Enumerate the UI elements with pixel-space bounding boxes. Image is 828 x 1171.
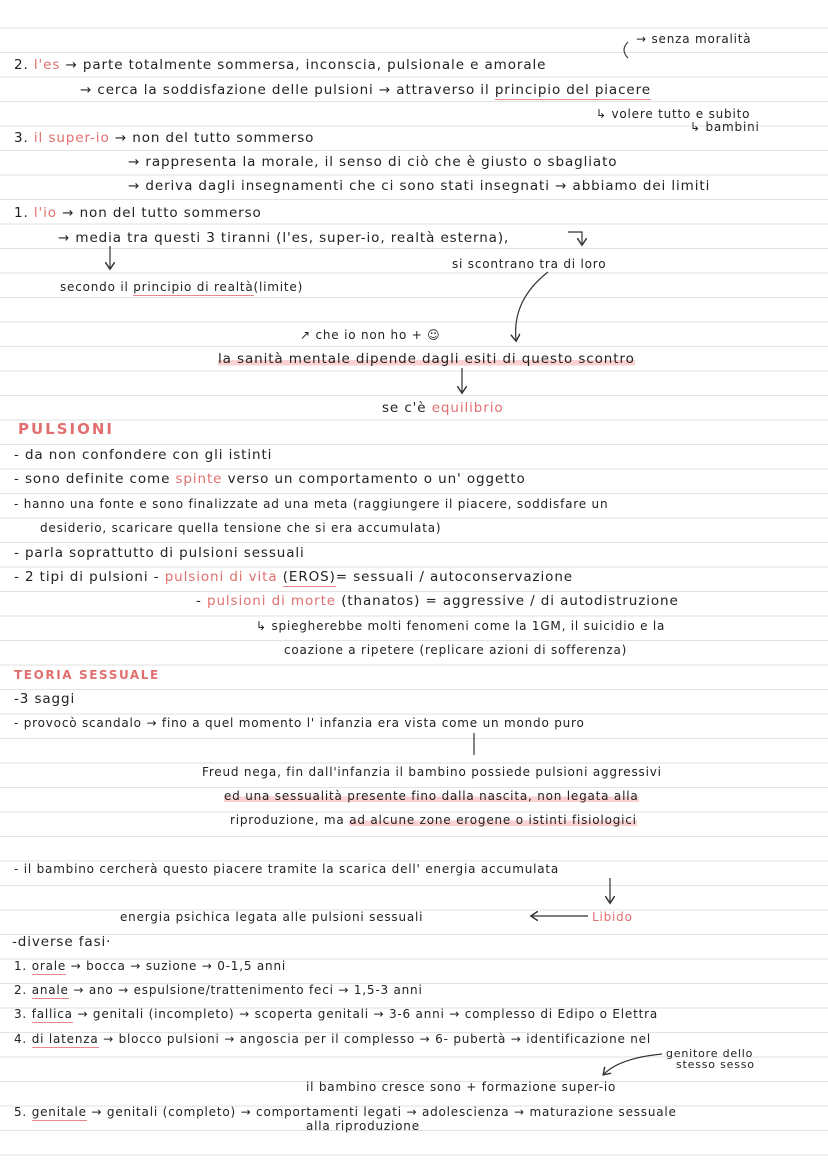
pulsioni-vita: pulsioni di vita [164, 569, 278, 585]
bracket-tiranni [568, 232, 582, 244]
freud-l2: ed una sessualità presente fino dalla nascita, non legata alla [224, 789, 639, 803]
spinte-word: spinte [175, 471, 223, 487]
morte-note-l2: coazione a ripetere (replicare azioni di sofferenza) [284, 643, 628, 657]
es-note-volere: ↳ volere tutto e subito [596, 107, 751, 121]
es-note-bambini: ↳ bambini [690, 120, 760, 134]
superio-formation-note: il bambino cresce sono + formazione super-io [306, 1080, 617, 1094]
es-term: l'es [33, 57, 61, 73]
superio-term: il super-io [33, 130, 110, 146]
arrow-genitore [604, 1054, 662, 1074]
io-line: 1. l'io → non del tutto sommerso [14, 205, 262, 221]
io-line-3: secondo il principio di realtà(limite) [60, 280, 304, 294]
sanity-line: la sanità mentale dipende dagli esiti di questo scontro [218, 351, 635, 367]
fase-fallica: 3. fallica → genitali (incompleto) → scoperta genitali → 3-6 anni → complesso di Edipo o Elettra [14, 1007, 658, 1021]
principio-piacere: principio del piacere [494, 82, 651, 98]
latenza-note-l1: genitore dello [666, 1047, 754, 1060]
principio-realta: principio di realtà [133, 280, 254, 294]
genitale-note: alla riproduzione [306, 1119, 420, 1133]
freud-l1: Freud nega, fin dall'infanzia il bambino possiede pulsioni aggressivi [202, 765, 662, 779]
es-line: 2. l'es → parte totalmente sommersa, inconscia, pulsionale e amorale [14, 57, 547, 73]
io-note: ↗ che io non ho + ☺ [300, 328, 441, 342]
latenza-note-l2: stesso sesso [676, 1058, 755, 1071]
senza-moralita-note: → senza moralità [636, 32, 752, 46]
equilibrio-line: se c'è equilibrio [382, 400, 504, 416]
fase-orale: 1. orale → bocca → suzione → 0-1,5 anni [14, 959, 286, 973]
fase-anale: 2. anale → ano → espulsione/trattenimento feci → 1,5-3 anni [14, 983, 423, 997]
morte-note-l1: ↳ spiegherebbe molti fenomeni come la 1GM, il suicidio e la [256, 619, 666, 633]
superio-line-3: → deriva dagli insegnamenti che ci sono stati insegnati → abbiamo dei limiti [128, 178, 711, 194]
equilibrio-word: equilibrio [431, 400, 504, 416]
pulsioni-heading: PULSIONI [18, 420, 115, 438]
superio-line-2: → rappresenta la morale, il senso di ciò che è giusto o sbagliato [128, 154, 618, 170]
pulsioni-morte: pulsioni di morte [206, 593, 336, 609]
fasi-title: -diverse fasi· [12, 934, 112, 950]
eros: (EROS) [282, 569, 336, 585]
io-clash: si scontrano tra di loro [452, 257, 607, 271]
energia-line: energia psichica legata alle pulsioni sessuali [120, 910, 424, 924]
fase-latenza: 4. di latenza → blocco pulsioni → angoscia per il complesso → 6- pubertà → identificazione nel [14, 1032, 652, 1046]
teoria-b3: - il bambino cercherà questo piacere tramite la scarica dell' energia accumulata [14, 862, 560, 876]
libido-word: Libido [592, 910, 633, 924]
arrow-scontro [516, 272, 548, 340]
teoria-heading: TEORIA SESSUALE [14, 668, 160, 682]
pulsioni-b3-l1: - hanno una fonte e sono finalizzate ad una meta (raggiungere il piacere, soddisfare un [14, 497, 609, 511]
pulsioni-b5: - 2 tipi di pulsioni - pulsioni di vita (EROS)= sessuali / autoconservazione [14, 569, 573, 585]
superio-line: 3. il super-io → non del tutto sommerso [14, 130, 315, 146]
io-line-2: → media tra questi 3 tiranni (l'es, super-io, realtà esterna), [58, 230, 510, 246]
pulsioni-b2: - sono definite come spinte verso un comportamento o un' oggetto [14, 471, 526, 487]
arrow-senza-moralita [624, 42, 628, 58]
es-line-2: → cerca la soddisfazione delle pulsioni → attraverso il principio del piacere [80, 82, 651, 98]
freud-l3: riproduzione, ma ad alcune zone erogene o istinti fisiologici [230, 813, 637, 827]
pulsioni-morte-line: - pulsioni di morte (thanatos) = aggressive / di autodistruzione [196, 593, 679, 609]
pulsioni-b4: - parla soprattutto di pulsioni sessuali [14, 545, 305, 561]
fase-genitale: 5. genitale → genitali (completo) → comportamenti legati → adolescienza → maturazione sessuale [14, 1105, 677, 1119]
io-term: l'io [33, 205, 57, 221]
pulsioni-b1: - da non confondere con gli istinti [14, 447, 273, 463]
teoria-b2: - provocò scandalo → fino a quel momento l' infanzia era vista come un mondo puro [14, 716, 585, 730]
teoria-b1: -3 saggi [14, 691, 76, 707]
pulsioni-b3-l2: desiderio, scaricare quella tensione che si era accumulata) [40, 521, 442, 535]
